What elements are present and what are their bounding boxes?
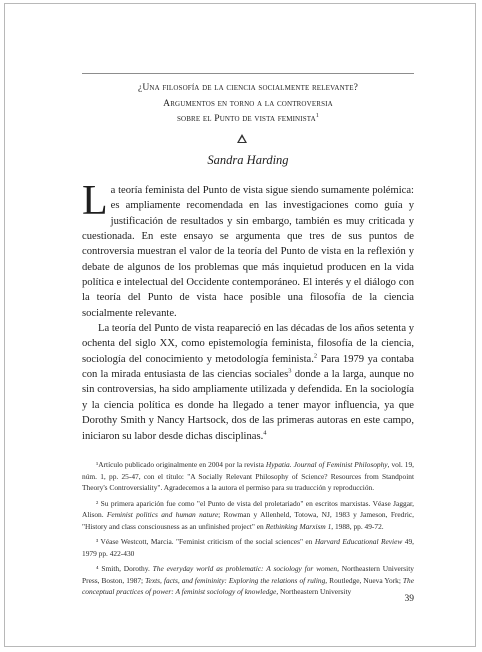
footnote-1: [82, 459, 414, 494]
triangle-ornament-icon: [237, 134, 247, 143]
footnote-4-text-c: , Routledge, Nueva York;: [325, 575, 403, 585]
footnote-4-text-b: , Northeastern University Press, Boston, 1987;: [82, 564, 414, 585]
footnote-2-text-a: ² Su primera aparición fue como "el Punto de vista del proletariado" en escritos marxistas. Véase Jaggar, Alison.: [82, 498, 414, 519]
footnotes: [82, 459, 414, 602]
footnote-2-title-2: Rethinking Marxism 1: [265, 521, 332, 531]
footnote-2-title-1: Feminist politics and human nature: [106, 510, 219, 519]
footnote-4-title-1: The everyday world as problematic: A sociology for women: [152, 564, 338, 573]
header-rule: [82, 73, 414, 74]
author-name: Sandra Harding: [207, 153, 289, 167]
footnote-2-text-c: , 1988, pp. 49-72.: [331, 521, 384, 531]
paragraph-1-text: a teoría feminista del Punto de vista sigue siendo sumamente polémica: es ampliamente recomendada en las investigaciones como guía y justificación de resultados y sin embargo, también es muy criticada y cuestionada. En este ensayo se argumenta que tres de sus puntos de controversia muestran el valor de la teoría del Punto de vista en la reflexión y debate de algunos de los problemas que más inquietud producen en la vida política e intelectual del Occidente contemporáneo. El interés y el diálogo con la teoría del Punto de vista hace posible una filosofía de la ciencia socialmente relevante.: [82, 185, 414, 319]
paragraph-2-part-b: Para 1979 ya contaba con la mirada entusiasta de las ciencias sociales: [82, 353, 414, 381]
drop-cap: L: [82, 178, 108, 224]
title-line-1: ¿Una filosofía de la ciencia socialmente relevante?: [137, 82, 359, 93]
footnote-3-text-a: ³ Véase Westcott, Marcia. "Feminist criticism of the social sciences" en: [96, 537, 315, 546]
footnote-3: [82, 536, 414, 559]
footnote-2: [82, 498, 414, 533]
footnote-ref-3: 3: [288, 367, 292, 375]
page-number: 39: [404, 594, 414, 604]
paragraph-2: [82, 321, 414, 444]
footnote-1-text-a: ¹Artículo publicado originalmente en 2004 por la revista: [96, 460, 266, 469]
footnote-4-text-a: ⁴ Smith, Dorothy.: [96, 564, 153, 573]
paragraph-1: [82, 178, 414, 321]
paragraph-2-part-c: donde a la larga, aunque no sin controversias, ha sido ampliamente utilizada y defendida. En la sociología y la ciencia política es donde ha llegado a tener mayor influencia, ya que Dorothy Smith y Nancy Hartsock, dos de las primeras autoras en este campo, iniciaron su labor desde dichas disciplinas.: [82, 369, 414, 442]
footnote-2-text-b: ; Rowman y Allenheld, Totowa, NJ, 1983 y Jameson, Fredric, "History and class consciousness as an unfinished project" en: [82, 510, 415, 531]
paragraph-2-part-a: La teoría del Punto de vista reapareció en las décadas de los años setenta y ochenta del siglo XX, como epistemología feminista, filosofía de la ciencia, sociología del conocimiento y metodología feminista.: [82, 323, 414, 365]
title-footnote-ref: 1: [315, 112, 320, 119]
footnote-3-text-b: 49, 1979 pp. 422-430: [82, 537, 414, 558]
footnote-4: [82, 563, 414, 598]
footnote-ref-2: 2: [313, 352, 318, 360]
footnote-3-title: Harvard Educational Review: [314, 537, 403, 546]
footnote-ref-4: 4: [263, 428, 267, 436]
article-body: [82, 178, 414, 444]
footnote-4-title-3: The conceptual practices of power: A feminist sociology of knowledge: [82, 575, 415, 596]
title-line-3: sobre el Punto de vista feminista: [176, 113, 316, 124]
title-line-3-wrap: [82, 111, 414, 127]
title-line-2: Argumentos en torno a la controversia: [163, 97, 333, 109]
footnote-4-title-2: Texts, facts, and femininity: Exploring the relations of ruling: [145, 575, 326, 585]
footnote-1-text-b: , vol. 19, núm. 1, pp. 25-47, con el título: "A Socially Relevant Philosophy of Science? Resources from Standpoint Theory's Controversiality". Agradecemos a la autora el permiso para su traducción y reproducción.: [82, 460, 414, 492]
footnote-1-journal: Hypatia. Journal of Feminist Philosophy: [265, 460, 388, 469]
footnote-4-text-d: , Northeastern University: [276, 587, 352, 596]
article-title: [82, 80, 414, 127]
